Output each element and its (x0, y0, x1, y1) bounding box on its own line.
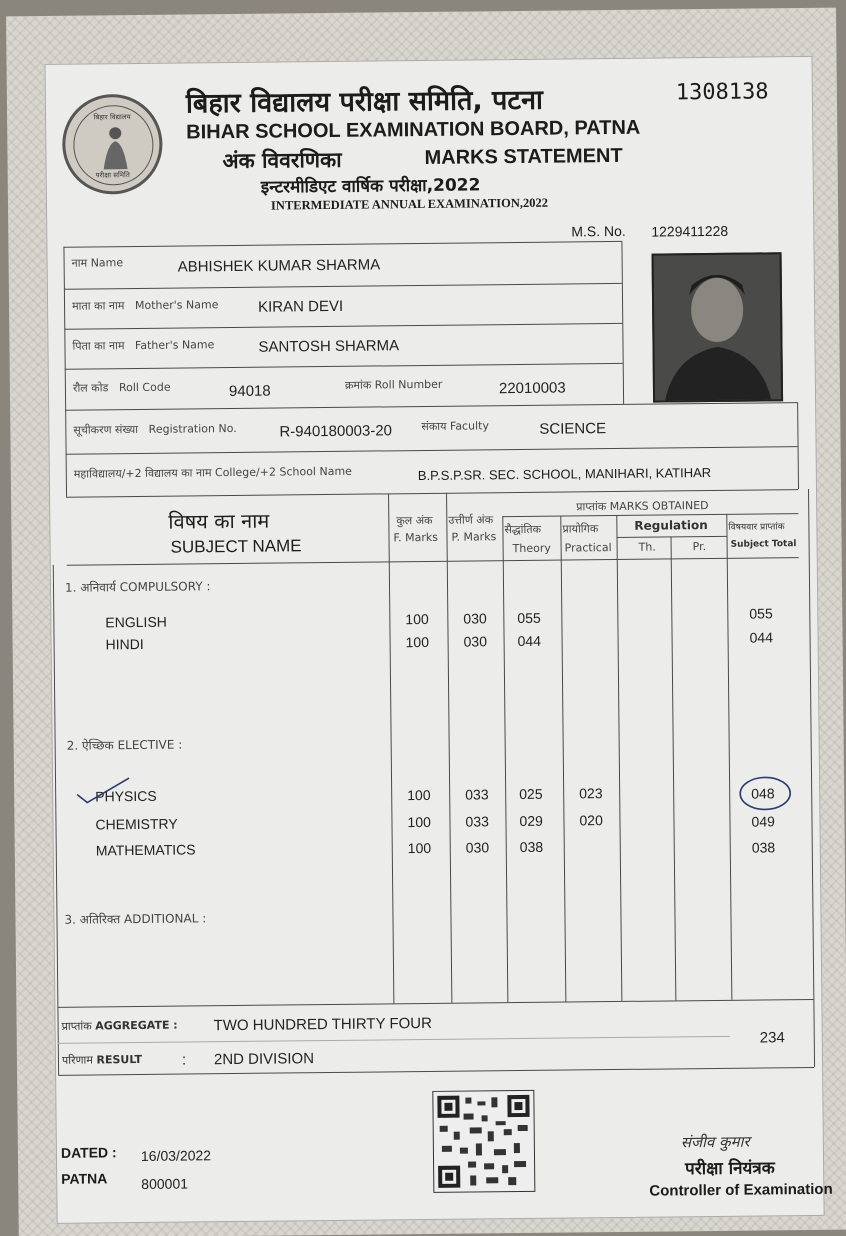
aggregate-label-hindi: प्राप्तांक (61, 1019, 92, 1033)
college-label: College/+2 School Name (214, 464, 352, 480)
student-name: ABHISHEK KUMAR SHARMA (177, 256, 381, 276)
faculty: SCIENCE (539, 420, 607, 438)
aggregate-total: 234 (759, 1029, 785, 1047)
theory-marks: 055 (517, 609, 541, 627)
full-marks: 100 (405, 633, 430, 651)
subject-name: MATHEMATICS (95, 841, 196, 859)
pass-marks: 033 (465, 813, 489, 830)
regulation-theory-header: Th. (638, 540, 656, 554)
roll-code: 94018 (228, 382, 271, 401)
marks-statement-paper (6, 8, 846, 1236)
additional-section-label: 3. अतिरिक्त ADDITIONAL : (64, 911, 207, 927)
college-name: B.P.S.P.SR. SEC. SCHOOL, MANIHARI, KATIHAR (417, 464, 712, 484)
theory-header: Theory (512, 541, 551, 556)
faculty-label: Faculty (449, 419, 489, 433)
subject-name: PHYSICS (95, 787, 157, 805)
fmarks-header: F. Marks (393, 530, 438, 545)
regulation-practical-header: Pr. (692, 540, 707, 554)
roll-code-label: Roll Code (118, 380, 171, 395)
name-label: Name (90, 256, 124, 270)
issue-date: 16/03/2022 (140, 1147, 212, 1164)
subject-total: 038 (751, 839, 776, 856)
subject-total: 055 (749, 605, 773, 622)
subject-total: 044 (749, 629, 774, 646)
circle-mark-icon (737, 773, 793, 814)
aggregate-label: AGGREGATE : (95, 1018, 178, 1033)
father-label: Father's Name (134, 338, 215, 353)
subject-header-hindi: विषय का नाम (168, 508, 270, 534)
tick-mark-icon (73, 772, 133, 813)
pass-marks: 033 (465, 786, 489, 803)
board-seal (62, 94, 163, 195)
aggregate-in-words: TWO HUNDRED THIRTY FOUR (213, 1014, 433, 1035)
pass-marks: 030 (463, 633, 488, 650)
ms-no-value: 1229411228 (651, 222, 729, 240)
statement-title-english: MARKS STATEMENT (424, 144, 623, 169)
seal-text-bottom: परीक्षा समिति (95, 171, 130, 180)
practical-marks: 020 (579, 812, 603, 829)
theory-marks: 029 (519, 812, 543, 830)
theory-header-hindi: सैद्धांतिक (504, 522, 542, 537)
board-title-english: BIHAR SCHOOL EXAMINATION BOARD, PATNA (186, 116, 641, 144)
obtained-header: MARKS OBTAINED (609, 499, 709, 514)
ms-no-label: M.S. No. (571, 222, 626, 240)
subject-name: ENGLISH (105, 613, 167, 631)
student-photo-icon (654, 254, 782, 400)
full-marks: 100 (407, 839, 432, 857)
subject-header-english: SUBJECT NAME (170, 536, 302, 557)
statement-title-hindi: अंक विवरणिका (222, 147, 342, 174)
subject-name: CHEMISTRY (95, 815, 178, 833)
roll-code-label-hindi: रौल कोड (72, 381, 109, 395)
qr-code (432, 1090, 535, 1193)
mother-label-hindi: माता का नाम (71, 299, 125, 313)
roll-number: 22010003 (498, 379, 566, 398)
full-marks: 100 (407, 786, 431, 804)
roll-number-label: Roll Number (374, 377, 443, 392)
exam-title-english: INTERMEDIATE ANNUAL EXAMINATION,2022 (270, 195, 549, 213)
exam-title-hindi: इन्टरमीडिएट वार्षिक परीक्षा,2022 (260, 175, 481, 198)
theory-marks: 044 (517, 632, 542, 650)
practical-header: Practical (564, 541, 612, 555)
mother-name: KIRAN DEVI (257, 297, 344, 316)
result-colon: : (181, 1051, 187, 1069)
college-label-hindi: महाविद्यालय/+2 विद्यालय का नाम (73, 466, 212, 481)
serial-number: 1308138 (675, 79, 769, 106)
controller-signature: संजीव कुमार (680, 1132, 750, 1152)
father-label-hindi: पिता का नाम (72, 339, 125, 353)
faculty-label-hindi: संकाय (421, 419, 447, 434)
controller-title-hindi: परीक्षा नियंत्रक (685, 1158, 775, 1180)
board-title-hindi: बिहार विद्यालय परीक्षा समिति, पटना (185, 84, 544, 120)
practical-header-hindi: प्रायोगिक (562, 522, 599, 536)
name-label-hindi: नाम (71, 256, 88, 270)
certificate-body (45, 56, 833, 1224)
issue-pin: 800001 (141, 1175, 189, 1192)
result-value: 2ND DIVISION (213, 1050, 315, 1069)
result-label: RESULT (96, 1052, 143, 1067)
mother-label: Mother's Name (134, 298, 219, 313)
full-marks: 100 (407, 813, 431, 831)
father-name: SANTOSH SHARMA (258, 337, 400, 356)
result-label-hindi: परिणाम (61, 1053, 94, 1067)
dated-label: DATED : (60, 1144, 117, 1161)
fmarks-header-hindi: कुल अंक (396, 513, 433, 528)
registration-number: R-940180003-20 (279, 422, 393, 441)
regulation-header: Regulation (634, 518, 708, 533)
theory-marks: 025 (519, 785, 543, 803)
obtained-header-hindi: प्राप्तांक (576, 500, 607, 514)
registration-label: Registration No. (148, 421, 237, 436)
student-photo (652, 252, 784, 402)
pmarks-header: P. Marks (451, 530, 497, 544)
subject-total: 049 (751, 813, 775, 830)
elective-section-label: 2. ऐच्छिक ELECTIVE : (66, 737, 183, 753)
seal-text-top: बिहार विद्यालय (93, 113, 131, 122)
theory-marks: 038 (519, 838, 544, 856)
registration-label-hindi: सूचीकरण संख्या (73, 422, 139, 437)
pmarks-header-hindi: उत्तीर्ण अंक (448, 513, 494, 527)
compulsory-section-label: 1. अनिवार्य COMPULSORY : (64, 579, 211, 595)
issue-place: PATNA (61, 1170, 108, 1187)
qr-code-icon (433, 1091, 534, 1192)
pass-marks: 030 (463, 610, 487, 627)
controller-title-english: Controller of Examination (649, 1180, 833, 1200)
roll-number-label-hindi: क्रमांक (344, 378, 372, 392)
pass-marks: 030 (465, 839, 490, 856)
subject-total-header: Subject Total (730, 539, 797, 550)
subject-total-header-hindi: विषयवार प्राप्तांक (728, 522, 785, 533)
practical-marks: 023 (579, 785, 603, 802)
subject-total: 048 (751, 785, 775, 802)
seal-figure-icon (97, 125, 133, 171)
subject-name: HINDI (105, 635, 144, 653)
full-marks: 100 (405, 610, 429, 628)
